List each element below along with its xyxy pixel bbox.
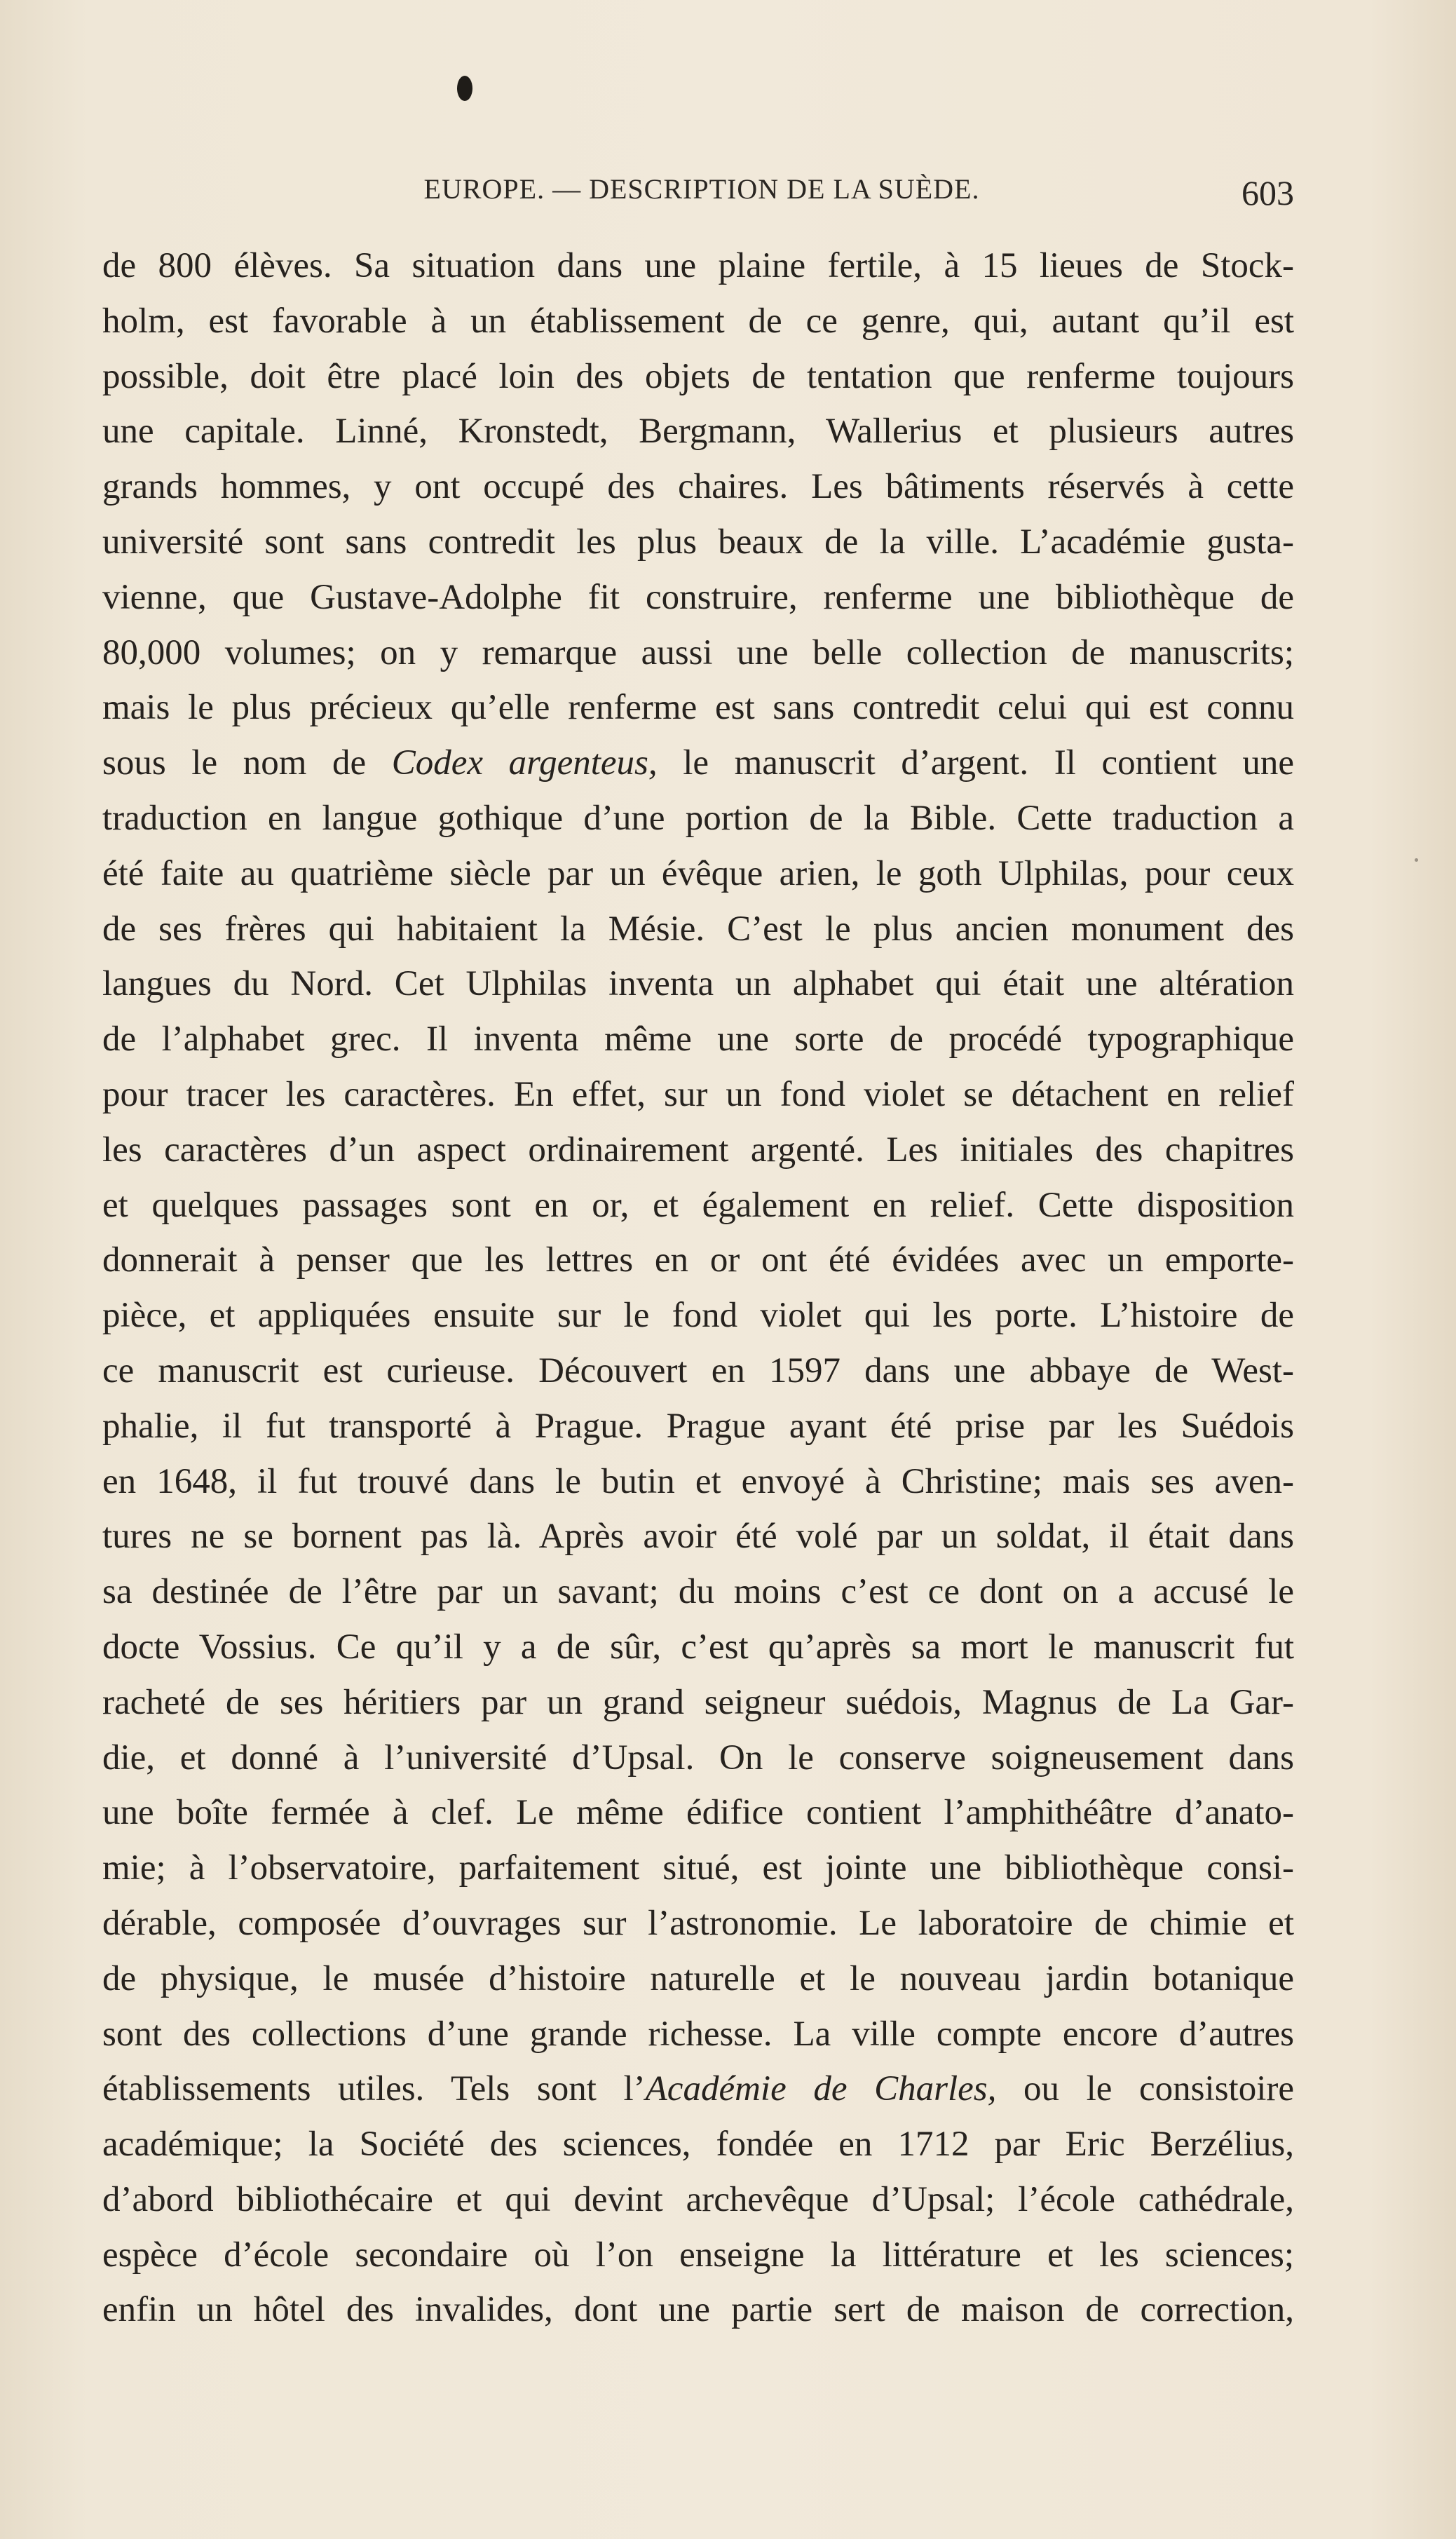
text-line: holm, est favorable à un établissement de ce genre, qui, autant qu’il est	[102, 301, 1294, 341]
text-line: dérable, composée d’ouvrages sur l’astronomie. Le laboratoire de chimie et	[102, 1903, 1294, 1943]
page-number: 603	[1241, 173, 1294, 212]
text-line: de 800 élèves. Sa situation dans une plaine fertile, à 15 lieues de Stock-	[102, 246, 1294, 285]
text-line: les caractères d’un aspect ordinairement argenté. Les initiales des chapitres	[102, 1130, 1294, 1170]
text-line: racheté de ses héritiers par un grand seigneur suédois, Magnus de La Gar-	[102, 1682, 1294, 1722]
text-line: phalie, il fut transporté à Prague. Prague ayant été prise par les Suédois	[102, 1406, 1294, 1446]
text-segment: le manuscrit d’argent. Il contient une	[657, 743, 1294, 783]
text-line: pour tracer les caractères. En effet, sur un fond violet se détachent en relief	[102, 1074, 1294, 1114]
text-line: université sont sans contredit les plus beaux de la ville. L’académie gusta-	[102, 522, 1294, 562]
text-line: docte Vossius. Ce qu’il y a de sûr, c’est qu’après sa mort le manuscrit fut	[102, 1627, 1294, 1667]
text-line: en 1648, il fut trouvé dans le butin et envoyé à Christine; mais ses aven-	[102, 1461, 1294, 1501]
text-line: sont des collections d’une grande richesse. La ville compte encore d’autres	[102, 2014, 1294, 2054]
text-line: mais le plus précieux qu’elle renferme est sans contredit celui qui est connu	[102, 688, 1294, 728]
text-line: de l’alphabet grec. Il inventa même une sorte de procédé typographique	[102, 1020, 1294, 1059]
text-line: mie; à l’observatoire, parfaitement situé, est jointe une bibliothèque consi-	[102, 1848, 1294, 1888]
text-line: langues du Nord. Cet Ulphilas inventa un alphabet qui était une altération	[102, 964, 1294, 1004]
text-line: été faite au quatrième siècle par un évêque arien, le goth Ulphilas, pour ceux	[102, 853, 1294, 893]
text-line: de physique, le musée d’histoire naturelle et le nouveau jardin botanique	[102, 1958, 1294, 1998]
text-line: donnerait à penser que les lettres en or ont été évidées avec un emporte-	[102, 1240, 1294, 1280]
ink-blot	[457, 76, 472, 101]
text-line: 80,000 volumes; on y remarque aussi une belle collection de manuscrits;	[102, 632, 1294, 672]
text-line: ce manuscrit est curieuse. Découvert en 1597 dans une abbaye de West-	[102, 1350, 1294, 1390]
text-line: d’abord bibliothécaire et qui devint archevêque d’Upsal; l’école cathédrale,	[102, 2179, 1294, 2219]
text-line: une capitale. Linné, Kronstedt, Bergmann, Wallerius et plusieurs autres	[102, 412, 1294, 452]
text-line: tures ne se bornent pas là. Après avoir été volé par un soldat, il était dans	[102, 1517, 1294, 1557]
text-line: et quelques passages sont en or, et également en relief. Cette disposition	[102, 1185, 1294, 1225]
text-line: espèce d’école secondaire où l’on enseigne la littérature et les sciences;	[102, 2235, 1294, 2275]
body-text	[102, 238, 1294, 2338]
text-line: de ses frères qui habitaient la Mésie. C’est le plus ancien monument des	[102, 909, 1294, 949]
text-line: traduction en langue gothique d’une portion de la Bible. Cette traduction a	[102, 798, 1294, 838]
text-line: une boîte fermée à clef. Le même édifice contient l’amphithéâtre d’anato-	[102, 1793, 1294, 1833]
text-line: pièce, et appliquées ensuite sur le fond violet qui les porte. L’histoire de	[102, 1296, 1294, 1336]
text-segment: ou le consistoire	[996, 2069, 1295, 2109]
text-line	[102, 736, 1294, 791]
text-line: die, et donné à l’université d’Upsal. On le conserve soigneusement dans	[102, 1738, 1294, 1778]
text-line: grands hommes, y ont occupé des chaires. Les bâtiments réservés à cette	[102, 467, 1294, 507]
text-line: sa destinée de l’être par un savant; du moins c’est ce dont on a accusé le	[102, 1572, 1294, 1612]
running-head	[102, 172, 1301, 222]
text-line: vienne, que Gustave-Adolphe fit construire, renferme une bibliothèque de	[102, 577, 1294, 617]
text-segment: établissements utiles. Tels sont l’	[102, 2069, 646, 2109]
text-line: enfin un hôtel des invalides, dont une partie sert de maison de correction,	[102, 2290, 1294, 2330]
text-segment: sous le nom de	[102, 743, 392, 783]
running-title: EUROPE. — DESCRIPTION DE LA SUÈDE.	[423, 173, 980, 205]
italic-title-codex-argenteus: Codex argenteus,	[391, 743, 658, 783]
italic-title-academie-de-charles: Académie de Charles,	[645, 2069, 997, 2109]
text-line: académique; la Société des sciences, fondée en 1712 par Eric Berzélius,	[102, 2125, 1294, 2165]
text-line: possible, doit être placé loin des objets de tentation que renferme toujours	[102, 356, 1294, 396]
text-line	[102, 2061, 1294, 2117]
paper-fleck	[1415, 858, 1418, 862]
